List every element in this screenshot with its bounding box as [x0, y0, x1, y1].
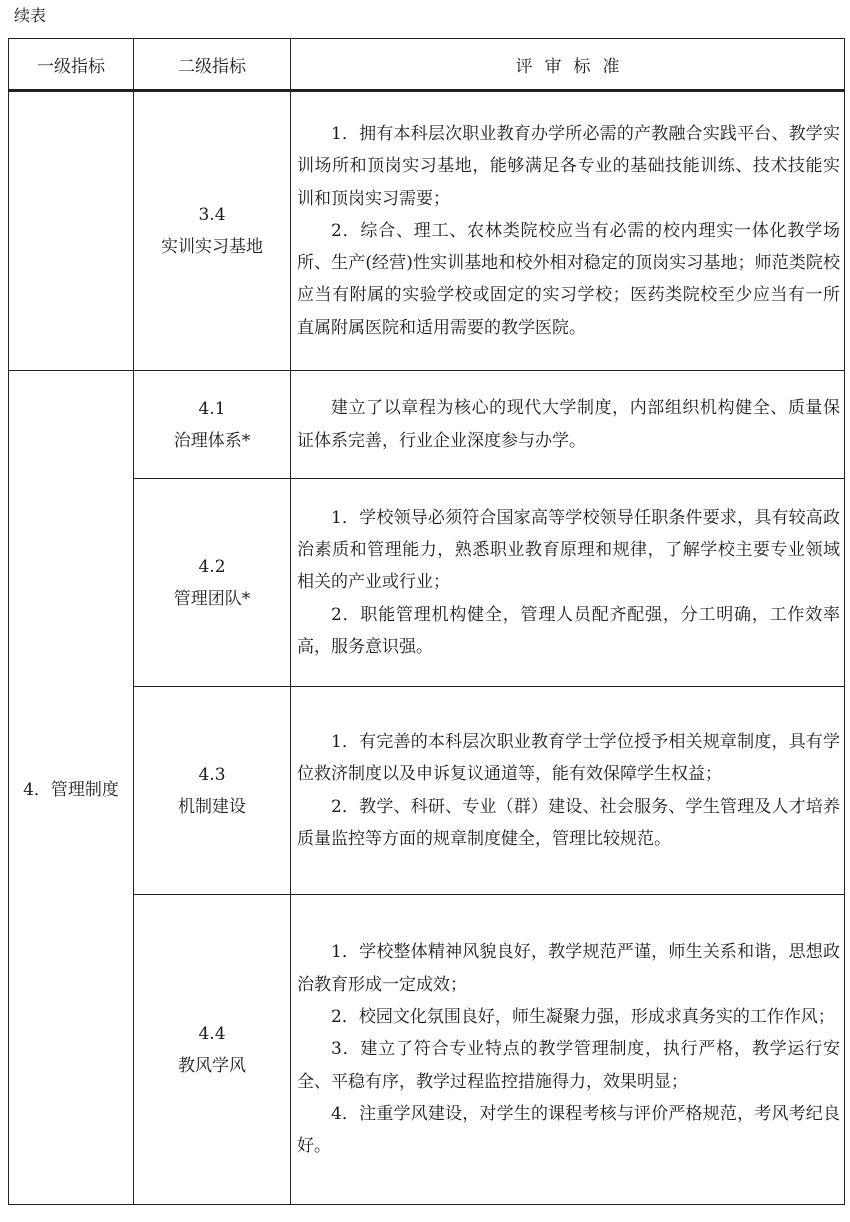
criteria-cell	[291, 895, 845, 1205]
indicator-name: 管理团队*	[173, 588, 251, 609]
criteria-cell	[291, 687, 845, 895]
criteria-paragraph: 建立了以章程为核心的现代大学制度，内部组织机构健全、质量保证体系完善，行业企业深度参与办学。	[297, 398, 840, 451]
header-level1: 一级指标	[9, 39, 134, 91]
criteria-paragraph: 1．学校整体精神风貌良好，教学规范严谨，师生关系和谐，思想政治教育形成一定成效；	[297, 942, 840, 995]
criteria-paragraph: 1．拥有本科层次职业教育办学所必需的产教融合实践平台、教学实训场所和顶岗实习基地，能够满足各专业的基础技能训练、技术技能实训和顶岗实习需要；	[297, 123, 840, 209]
level1-cell-empty	[9, 91, 134, 371]
criteria-paragraph: 1．学校领导必须符合国家高等学校领导任职条件要求，具有较高政治素质和管理能力，熟悉职业教育原理和规律，了解学校主要专业领域相关的产业或行业；	[297, 507, 840, 593]
indicator-code: 3.4	[198, 205, 226, 225]
criteria-paragraph: 2．职能管理机构健全，管理人员配齐配强，分工明确，工作效率高，服务意识强。	[297, 604, 840, 657]
criteria-cell	[291, 371, 845, 479]
level2-cell	[134, 371, 291, 479]
header-level2: 二级指标	[134, 39, 291, 91]
criteria-paragraph: 4．注重学风建设，对学生的课程考核与评价严格规范，考风考纪良好。	[297, 1103, 840, 1157]
criteria-cell	[291, 479, 845, 687]
level2-cell	[134, 479, 291, 687]
table-row	[9, 479, 845, 687]
indicator-code: 4.1	[198, 398, 226, 419]
criteria-cell	[291, 91, 845, 371]
evaluation-standards-table	[8, 38, 845, 1205]
table-row	[9, 895, 845, 1205]
level1-cell: 4．管理制度	[9, 371, 134, 1205]
table-caption: 续表	[14, 6, 47, 25]
level2-cell	[134, 687, 291, 895]
table-header-row	[9, 39, 845, 91]
header-criteria: 评审标准	[291, 39, 845, 91]
table-row	[9, 371, 845, 479]
indicator-name: 机制建设	[178, 796, 246, 817]
indicator-code: 4.3	[198, 764, 226, 785]
indicator-name: 实训实习基地	[161, 237, 263, 257]
criteria-paragraph: 2．综合、理工、农林类院校应当有必需的校内理实一体化教学场所、生产(经营)性实训基地和校外相对稳定的顶岗实习基地；师范类院校应当有附属的实验学校或固定的实习学校；医药类院校至少应当有一所直属附属医院和适用需要的教学医院。	[297, 220, 840, 338]
criteria-paragraph: 1．有完善的本科层次职业教育学士学位授予相关规章制度，具有学位救济制度以及申诉复议通道等，能有效保障学生权益；	[297, 731, 840, 785]
indicator-code: 4.4	[198, 1023, 226, 1044]
level2-cell	[134, 91, 291, 371]
table-row	[9, 687, 845, 895]
criteria-paragraph: 3．建立了符合专业特点的教学管理制度，执行严格，教学运行安全、平稳有序，教学过程监控措施得力，效果明显；	[297, 1039, 840, 1092]
table-row	[9, 91, 845, 371]
indicator-name: 治理体系*	[173, 430, 251, 451]
indicator-code: 4.2	[198, 556, 226, 577]
level2-cell	[134, 895, 291, 1205]
criteria-paragraph: 2．校园文化氛围良好，师生凝聚力强，形成求真务实的工作作风；	[331, 1007, 835, 1028]
indicator-name: 教风学风	[178, 1055, 246, 1076]
criteria-paragraph: 2．教学、科研、专业（群）建设、社会服务、学生管理及人才培养质量监控等方面的规章制度健全，管理比较规范。	[297, 796, 840, 849]
